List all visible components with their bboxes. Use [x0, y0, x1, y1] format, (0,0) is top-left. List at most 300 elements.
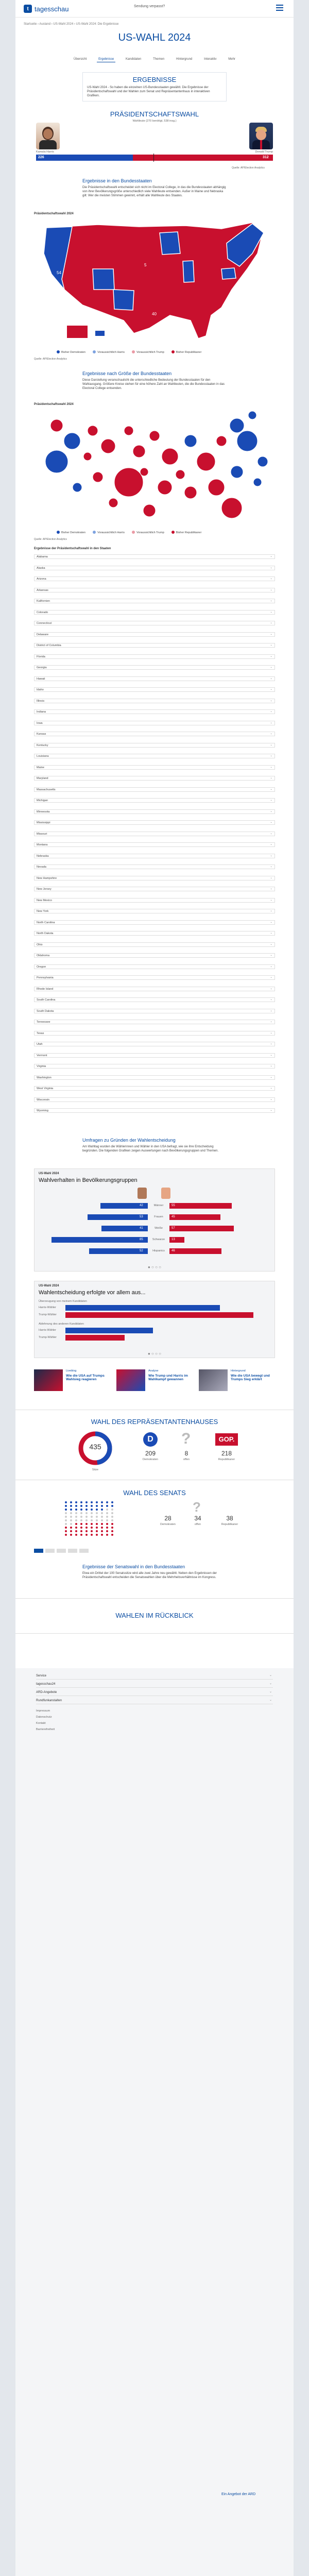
bubble-source: Quelle: AP/Election Analytics: [34, 538, 67, 541]
senate-heading: WAHL DES SENATS: [123, 1489, 186, 1497]
states-heading: Ergebnisse der Präsidentschaftswahl in den Staaten: [34, 547, 111, 550]
state-bubble[interactable]: [73, 483, 82, 492]
presidential-source: Quelle: AP/Election Analytics: [232, 166, 265, 170]
senate-seat: [75, 1534, 77, 1536]
map-alaska: [67, 326, 88, 338]
senate-dem-label: Demokraten: [160, 1523, 176, 1526]
state-row[interactable]: Colorado ⌄: [34, 610, 275, 615]
state-row[interactable]: North Dakota ⌄: [34, 931, 275, 936]
state-bubble[interactable]: [184, 486, 197, 499]
senate-open-count: 34: [194, 1515, 201, 1522]
results-intro-box: [82, 72, 227, 101]
senate-seat: [101, 1509, 103, 1511]
footer-small-3[interactable]: Kontakt: [36, 1722, 46, 1725]
senate-seat: [70, 1516, 72, 1518]
senate-seat: [70, 1501, 72, 1503]
state-bubble[interactable]: [158, 480, 172, 495]
poll-card1-pager[interactable]: ● ○ ○ ○: [148, 1265, 161, 1269]
state-row[interactable]: Illinois ⌄: [34, 699, 275, 703]
house-heading: WAHL DES REPRÄSENTANTENHAUSES: [91, 1418, 218, 1426]
senate-seat: [65, 1509, 67, 1511]
divider: [15, 1598, 294, 1599]
senate-seat: [106, 1519, 108, 1521]
teaser-3-kicker: Hintergrund: [231, 1369, 246, 1372]
legend-item-dem: Bisher Demokraten: [57, 350, 85, 354]
state-row[interactable]: Utah ⌄: [34, 1042, 275, 1046]
harris-votes: 226: [38, 156, 44, 159]
senate-seat: [75, 1509, 77, 1511]
state-row[interactable]: Georgia ⌄: [34, 665, 275, 670]
senate-seat: [96, 1505, 98, 1507]
state-bubble[interactable]: [109, 498, 118, 507]
state-row[interactable]: Connecticut ⌄: [34, 621, 275, 625]
state-row[interactable]: Maine ⌄: [34, 765, 275, 770]
us-map[interactable]: [36, 217, 273, 346]
senate-seat: [85, 1519, 88, 1521]
bubble-chart-title: Präsidentschaftswahl 2024: [34, 403, 74, 406]
poll1-trump-bar: [169, 1248, 221, 1254]
senate-seat: [96, 1509, 98, 1511]
senate-seat: [70, 1523, 72, 1525]
senate-rep-label: Republikaner: [221, 1523, 238, 1526]
senate-filter-tabs: [34, 1549, 275, 1556]
state-row[interactable]: South Carolina ⌄: [34, 997, 275, 1002]
trump-name: Donald Trump: [255, 150, 273, 154]
senate-seat: [80, 1516, 82, 1518]
poll2-row-label: Harris-Wähler: [39, 1329, 56, 1332]
senate-seat: [101, 1512, 103, 1514]
state-bubble[interactable]: [221, 498, 242, 518]
senate-seat: [96, 1530, 98, 1532]
poll1-harris-value: 42: [140, 1204, 143, 1207]
senate-seat: [80, 1512, 82, 1514]
state-row[interactable]: Texas ⌄: [34, 1031, 275, 1036]
poll-card-reasons: [34, 1281, 275, 1358]
bubble-legend-lean-dem: Voraussichtlich Harris: [93, 531, 125, 534]
teaser-3[interactable]: [199, 1369, 276, 1400]
teaser-1[interactable]: [34, 1369, 111, 1400]
presidential-subheading: Wahlleute (270 benötigt, 538 insg.): [132, 120, 177, 123]
senate-seat: [75, 1519, 77, 1521]
senate-rep-count: 38: [226, 1515, 233, 1522]
senate-seat: [65, 1516, 67, 1518]
senate-seat: [111, 1530, 113, 1532]
state-bubble[interactable]: [184, 435, 197, 447]
state-bubble[interactable]: [149, 431, 160, 441]
poll1-row-label: Hispanics: [152, 1249, 165, 1252]
footer-small-2[interactable]: Datenschutz: [36, 1716, 52, 1719]
bubble-legend-lean-rep: Voraussichtlich Trump: [132, 531, 164, 534]
state-row[interactable]: Washington ⌄: [34, 1075, 275, 1080]
poll1-trump-value: 13: [171, 1238, 175, 1241]
state-bubble[interactable]: [208, 479, 225, 496]
logo-mark-icon: t: [24, 5, 32, 13]
state-row[interactable]: Iowa ⌄: [34, 721, 275, 725]
teaser-1-title: Wie die USA auf Trumps Wahlsieg reagieren: [66, 1374, 105, 1381]
harris-name: Kamala Harris: [36, 150, 54, 154]
map-legend: [57, 350, 201, 354]
state-row[interactable]: Wyoming ⌄: [34, 1108, 275, 1113]
senate-seat: [106, 1501, 108, 1503]
state-row[interactable]: Florida ⌄: [34, 654, 275, 659]
state-row[interactable]: Pennsylvania ⌄: [34, 975, 275, 980]
senate-seat: [111, 1505, 113, 1507]
gop-logo-icon: GOP.: [215, 1433, 238, 1446]
senate-seat: [91, 1516, 93, 1518]
exit-polls-text: Am Wahltag wurden die Wählerinnen und Wähler in den USA befragt, wie sie ihre Entscheidung begründen. Die folgenden Grafiken zeigen Auswertungen nach Bevölkerungsgruppen und Themen.: [82, 1145, 219, 1153]
footer-link-tagesschau24[interactable]: tagesschau24 ⌄: [36, 1682, 273, 1688]
senate-seat: [80, 1501, 82, 1503]
senate-seat: [70, 1530, 72, 1532]
senate-seat: [85, 1530, 88, 1532]
teaser-row: [34, 1369, 275, 1400]
poll1-harris-value: 85: [140, 1238, 143, 1241]
teaser-1-kicker: Liveblog: [66, 1369, 77, 1372]
senate-seat: [70, 1527, 72, 1529]
state-bubble[interactable]: [93, 472, 103, 482]
bubble-section-text: Diese Darstellung veranschaulicht die unterschiedliche Bedeutung der Bundesstaaten für den Wahlausgang. Größere Kreise stehen für eine höhere Zahl an Wahlleuten, die die Bundesstaaten in das Electoral College entsenden.: [82, 379, 225, 390]
state-row[interactable]: Wisconsin ⌄: [34, 1097, 275, 1102]
senate-seat: [106, 1527, 108, 1529]
state-row[interactable]: Massachusetts ⌄: [34, 787, 275, 792]
map-virginia-md: [221, 268, 236, 279]
poll1-row-label: Weiße: [154, 1227, 163, 1230]
state-bubble[interactable]: [230, 418, 244, 433]
poll1-trump-bar: [169, 1214, 220, 1220]
senate-seat: [101, 1530, 103, 1532]
senate-seat: [91, 1501, 93, 1503]
harris-bar: [36, 155, 133, 161]
senate-seat: [111, 1512, 113, 1514]
breadcrumb[interactable]: Startseite › Ausland › US-Wahl 2024 › US-Wahl 2024: Die Ergebnisse: [24, 23, 119, 26]
poll-harris-avatar: [138, 1188, 147, 1199]
state-bubble[interactable]: [258, 456, 268, 467]
senate-seat: [96, 1534, 98, 1536]
senate-seat: [65, 1505, 67, 1507]
search-link[interactable]: Sendung verpasst?: [134, 5, 165, 8]
poll-card1-kicker: US-Wahl 2024: [39, 1172, 59, 1175]
footer-link-ard[interactable]: ARD-Angebote ⌄: [36, 1690, 273, 1696]
senate-seat: [91, 1523, 93, 1525]
poll1-harris-value: 52: [140, 1249, 143, 1252]
poll1-trump-bar: [169, 1226, 234, 1231]
state-bubble[interactable]: [64, 433, 80, 449]
state-bubble[interactable]: [88, 426, 98, 436]
tab-ergebnisse[interactable]: Ergebnisse: [97, 57, 115, 62]
senate-seat: [111, 1523, 113, 1525]
site-logo[interactable]: [24, 5, 69, 13]
state-row[interactable]: Alabama ⌄: [34, 554, 275, 559]
state-row[interactable]: Louisiana ⌄: [34, 754, 275, 758]
state-bubble[interactable]: [237, 431, 258, 451]
map-label-ne: 5: [144, 263, 147, 267]
map-label-ca: 54: [57, 270, 61, 275]
senate-seat: [75, 1523, 77, 1525]
state-bubble[interactable]: [231, 466, 243, 478]
house-open-count: 8: [184, 1450, 188, 1457]
senate-seat: [75, 1512, 77, 1514]
menu-icon[interactable]: [276, 5, 283, 12]
poll1-trump-value: 57: [171, 1227, 175, 1230]
tab-hintergrund[interactable]: Hintergrund: [176, 58, 193, 61]
poll1-harris-bar: [88, 1214, 148, 1220]
senate-seat: [65, 1530, 67, 1532]
democrat-logo-icon: D: [143, 1432, 158, 1447]
senate-seat: [80, 1505, 82, 1507]
senate-seat: [80, 1519, 82, 1521]
footer: [15, 1668, 294, 2576]
state-bubble[interactable]: [143, 504, 156, 517]
tab-uebersicht[interactable]: Übersicht: [74, 58, 87, 61]
senate-seat: [80, 1509, 82, 1511]
senate-tab[interactable]: [57, 1549, 66, 1553]
senate-seat: [111, 1501, 113, 1503]
state-row[interactable]: New Mexico ⌄: [34, 898, 275, 903]
legend-item-lean-rep: Voraussichtlich Trump: [132, 350, 164, 354]
logo-text: tagesschau: [35, 5, 69, 13]
top-bar: [15, 0, 294, 18]
senate-seat: [85, 1523, 88, 1525]
senate-seat: [96, 1501, 98, 1503]
map-illinois: [183, 261, 194, 282]
state-bubble[interactable]: [133, 445, 145, 457]
senate-seat: [91, 1512, 93, 1514]
poll1-trump-value: 45: [171, 1215, 175, 1218]
senate-seat: [106, 1530, 108, 1532]
map-intro: [82, 178, 227, 198]
state-row[interactable]: Michigan ⌄: [34, 798, 275, 803]
poll1-row-label: Männer: [153, 1204, 164, 1207]
state-row[interactable]: North Carolina ⌄: [34, 920, 275, 925]
poll-card2-group2: Ablehnung des anderen Kandidaten: [39, 1323, 84, 1326]
map-hawaii: [95, 331, 105, 336]
state-bubble[interactable]: [162, 448, 178, 465]
state-row[interactable]: Montana ⌄: [34, 842, 275, 847]
state-row[interactable]: Oregon ⌄: [34, 964, 275, 969]
legend-item-rep: Bisher Republikaner: [171, 350, 202, 354]
state-row[interactable]: Kalifornien ⌄: [34, 599, 275, 603]
state-row[interactable]: Arkansas ⌄: [34, 588, 275, 592]
senate-seat: [75, 1501, 77, 1503]
state-row[interactable]: Tennessee ⌄: [34, 1020, 275, 1024]
state-row[interactable]: Ohio ⌄: [34, 942, 275, 947]
poll1-row-label: Schwarze: [152, 1238, 165, 1241]
state-bubble[interactable]: [197, 452, 215, 471]
senate-seat: [70, 1505, 72, 1507]
senate-seat: [101, 1505, 103, 1507]
senate-seat: [111, 1534, 113, 1536]
senate-seat: [85, 1505, 88, 1507]
senate-seat: [85, 1516, 88, 1518]
senate-seat: [106, 1505, 108, 1507]
presidential-heading: PRÄSIDENTSCHAFTSWAHL: [110, 110, 199, 118]
senate-seat: [91, 1527, 93, 1529]
senate-seat: [111, 1509, 113, 1511]
senate-seat: [85, 1501, 88, 1503]
state-row[interactable]: Idaho ⌄: [34, 687, 275, 692]
poll1-trump-value: 46: [171, 1249, 175, 1252]
state-row[interactable]: New Jersey ⌄: [34, 887, 275, 891]
state-bubble[interactable]: [114, 468, 143, 497]
poll1-trump-bar: [169, 1203, 232, 1209]
results-heading: ERGEBNISSE: [132, 76, 177, 83]
open-question-icon: ?: [181, 1430, 191, 1447]
tab-kandidaten[interactable]: Kandidaten: [125, 58, 142, 61]
house-open-label: offen: [183, 1458, 190, 1461]
footer-brand[interactable]: Ein Angebot der ARD: [221, 2493, 256, 2496]
state-row[interactable]: Alaska ⌄: [34, 566, 275, 570]
poll-card-groups: [34, 1168, 275, 1272]
state-row[interactable]: South Dakota ⌄: [34, 1009, 275, 1013]
poll-card2-group1: Überzeugung von meinem Kandidaten: [39, 1300, 87, 1303]
state-row[interactable]: Vermont ⌄: [34, 1053, 275, 1058]
state-row[interactable]: West Virginia ⌄: [34, 1086, 275, 1091]
teaser-2[interactable]: [116, 1369, 194, 1400]
tab-mehr[interactable]: Mehr: [228, 58, 235, 61]
senate-seat: [85, 1509, 88, 1511]
state-bubble[interactable]: [176, 470, 185, 479]
poll2-row-label: Trump-Wähler: [39, 1336, 57, 1339]
poll1-trump-value: 55: [171, 1204, 175, 1207]
senate-tab[interactable]: [45, 1549, 55, 1553]
state-row[interactable]: Nebraska ⌄: [34, 854, 275, 858]
house-total: 435: [89, 1443, 101, 1451]
senate-seat: [80, 1530, 82, 1532]
state-row[interactable]: Hawaii ⌄: [34, 676, 275, 681]
map-new-mexico: [113, 290, 134, 310]
senate-seat: [106, 1534, 108, 1536]
senate-seat: [75, 1505, 77, 1507]
senate-seat: [101, 1534, 103, 1536]
poll-card2-pager[interactable]: ● ○ ○ ○: [148, 1351, 161, 1356]
teaser-3-title: Wie die USA bewegt und Trumps Sieg erklärt: [231, 1374, 270, 1381]
poll1-harris-bar: [52, 1237, 148, 1243]
map-label-tx: 40: [152, 312, 157, 316]
state-bubble[interactable]: [124, 426, 133, 435]
senate-seat: [70, 1519, 72, 1521]
state-bubble[interactable]: [248, 411, 256, 419]
state-row[interactable]: Indiana ⌄: [34, 709, 275, 714]
trump-photo: [249, 123, 273, 149]
state-bubble[interactable]: [140, 468, 148, 476]
bubble-chart[interactable]: [36, 410, 273, 529]
senate-open-label: offen: [194, 1523, 201, 1526]
poll2-bar: [65, 1328, 153, 1333]
senate-states-intro: [82, 1564, 227, 1580]
state-row[interactable]: Minnesota ⌄: [34, 809, 275, 814]
senate-tab-active[interactable]: [34, 1549, 43, 1553]
state-bubble[interactable]: [50, 419, 63, 432]
senate-seat: [80, 1534, 82, 1536]
poll1-row-label: Frauen: [154, 1215, 163, 1218]
results-intro: US-Wahl 2024 - So haben die einzelnen US-Bundesstaaten gewählt. Die Ergebnisse der Präsidentschaftswahl und der Wahlen zum Senat und Repräsentantenhaus in interaktiven Grafiken.: [87, 86, 210, 97]
exit-polls-heading: Umfragen zu Gründen der Wahlentscheidung: [82, 1138, 176, 1143]
majority-marker: [153, 154, 154, 162]
senate-dem-count: 28: [164, 1515, 171, 1522]
page: [15, 0, 294, 2576]
map-land-rep: [44, 223, 263, 338]
state-row[interactable]: Maryland ⌄: [34, 776, 275, 781]
state-row[interactable]: Oklahoma ⌄: [34, 953, 275, 958]
bubble-legend: [57, 531, 201, 534]
footer-small-4[interactable]: Barrierefreiheit: [36, 1728, 55, 1731]
page-title: US-WAHL 2024: [118, 32, 191, 43]
senate-seat: [106, 1512, 108, 1514]
senate-seat: [91, 1519, 93, 1521]
senate-tab[interactable]: [68, 1549, 77, 1553]
senate-seat: [65, 1501, 67, 1503]
poll2-row-label: Harris-Wähler: [39, 1306, 56, 1309]
tab-interaktiv[interactable]: Interaktiv: [204, 58, 217, 61]
footer-small-1[interactable]: Impressum: [36, 1709, 50, 1713]
state-row[interactable]: Rhode Island ⌄: [34, 987, 275, 991]
senate-seat: [65, 1519, 67, 1521]
senate-seat: [96, 1527, 98, 1529]
state-row[interactable]: Mississippi ⌄: [34, 820, 275, 825]
state-row[interactable]: Kentucky ⌄: [34, 743, 275, 748]
senate-seat: [75, 1516, 77, 1518]
map-section-text: Die Präsidentschaftswahl entscheidet sich nicht im Electoral College, in das die Bundesstaaten abhängig von ihrer Bevölkerungsgröße unterschiedlich viele Wahlleute entsenden. Außer in Maine und Nebraska gilt: Wer die meisten Stimmen gewinnt, erhält alle Wahlleute des Staates.: [82, 186, 226, 197]
senate-open-icon: ?: [193, 1499, 201, 1515]
state-row[interactable]: New Hampshire ⌄: [34, 876, 275, 880]
senate-seat: [75, 1530, 77, 1532]
state-row[interactable]: Virginia ⌄: [34, 1064, 275, 1069]
state-row[interactable]: Arizona ⌄: [34, 577, 275, 581]
map-section-heading: Ergebnisse in den Bundesstaaten: [82, 178, 152, 183]
senate-seat: [91, 1530, 93, 1532]
senate-seat: [96, 1523, 98, 1525]
state-row[interactable]: Kansas ⌄: [34, 732, 275, 736]
senate-seat: [111, 1527, 113, 1529]
footer-link-rundfunk[interactable]: Rundfunkanstalten ⌄: [36, 1698, 273, 1704]
map-title: Präsidentschaftswahl 2024: [34, 212, 74, 215]
poll-trump-avatar: [161, 1188, 170, 1199]
state-row[interactable]: District of Columbia ⌄: [34, 643, 275, 648]
senate-seat: [91, 1505, 93, 1507]
state-row[interactable]: New York ⌄: [34, 909, 275, 913]
senate-tab[interactable]: [79, 1549, 89, 1553]
bubble-legend-rep: Bisher Republikaner: [171, 531, 202, 534]
state-bubble[interactable]: [101, 439, 115, 453]
senate-seat: [106, 1516, 108, 1518]
senate-seat: [91, 1509, 93, 1511]
state-bubble[interactable]: [216, 436, 227, 446]
house-rep-label: Republikaner: [218, 1458, 235, 1461]
state-bubble[interactable]: [45, 450, 68, 473]
teaser-2-image: [116, 1369, 145, 1391]
legend-item-lean-dem: Voraussichtlich Harris: [93, 350, 125, 354]
senate-seat: [101, 1523, 103, 1525]
state-row[interactable]: Nevada ⌄: [34, 865, 275, 869]
teaser-2-title: Wie Trump und Harris im Wahlkampf gewannen: [148, 1374, 188, 1381]
state-row[interactable]: Delaware ⌄: [34, 632, 275, 637]
state-bubble[interactable]: [83, 452, 92, 461]
state-bubble[interactable]: [253, 478, 262, 486]
poll-card1-title: Wahlverhalten in Bevölkerungsgruppen: [39, 1177, 138, 1183]
senate-seat: [65, 1527, 67, 1529]
senate-seat: [75, 1527, 77, 1529]
senate-seat: [96, 1512, 98, 1514]
review-heading[interactable]: WAHLEN IM RÜCKBLICK: [115, 1612, 194, 1619]
state-row[interactable]: Missouri ⌄: [34, 832, 275, 836]
house-rep-count: 218: [221, 1450, 232, 1457]
poll1-harris-value: 53: [140, 1215, 143, 1218]
tab-themen[interactable]: Themen: [153, 58, 165, 61]
footer-link-service[interactable]: Service ⌄: [36, 1673, 273, 1680]
map-source: Quelle: AP/Election Analytics: [34, 358, 67, 361]
teaser-3-image: [199, 1369, 228, 1391]
senate-seat: [101, 1527, 103, 1529]
